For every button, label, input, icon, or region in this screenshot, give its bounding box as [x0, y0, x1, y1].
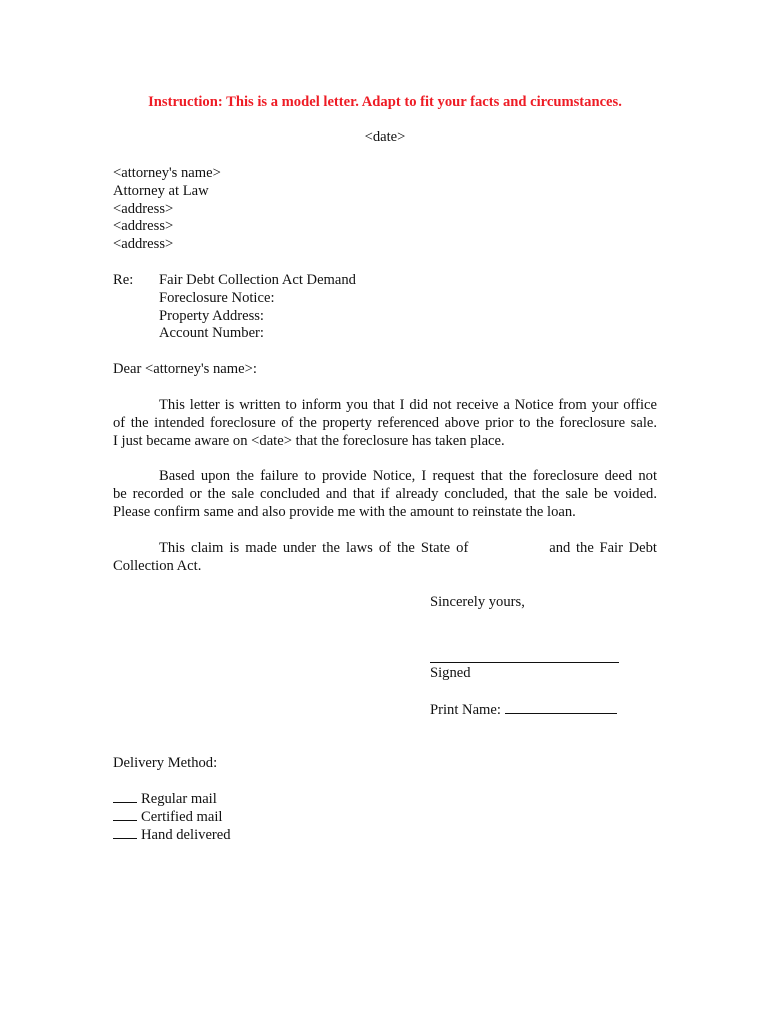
signature-line	[430, 662, 619, 663]
re-label: Re:	[113, 272, 134, 288]
delivery-heading: Delivery Method:	[113, 755, 218, 771]
body-paragraph-3	[113, 540, 657, 576]
recipient-address-line: <address>	[113, 200, 174, 217]
salutation: Dear <attorney's name>:	[113, 361, 257, 377]
delivery-option-label: Regular mail	[141, 791, 217, 807]
re-subject-line: Foreclosure Notice:	[159, 289, 275, 306]
delivery-option-label: Hand delivered	[141, 826, 231, 843]
delivery-option	[113, 826, 231, 844]
checkbox-blank	[113, 790, 137, 803]
recipient-address-line: <address>	[113, 236, 174, 253]
recipient-name: <attorney's name>	[113, 165, 221, 181]
letter-date: <date>	[364, 129, 406, 145]
recipient-title: Attorney at Law	[113, 182, 209, 199]
paragraph-text: This claim is made under the laws of the State of	[159, 540, 469, 556]
print-name-label: Print Name:	[430, 702, 501, 718]
paragraph-text: I just became aware on <date> that the foreclosure has taken place.	[113, 432, 505, 449]
instruction-note: Instruction: This is a model letter. Adapt to fit your facts and circumstances.	[148, 94, 622, 110]
re-subject-line: Fair Debt Collection Act Demand	[159, 272, 356, 288]
re-block	[159, 272, 356, 343]
paragraph-text: be recorded or the sale concluded and that if already concluded, that the sale be voided.	[113, 485, 657, 502]
closing: Sincerely yours,	[430, 594, 525, 610]
paragraph-text: Please confirm same and also provide me with the amount to reinstate the loan.	[113, 503, 576, 520]
recipient-address-line: <address>	[113, 218, 174, 235]
signed-label: Signed	[430, 665, 471, 681]
checkbox-blank	[113, 826, 137, 839]
delivery-option	[113, 808, 231, 826]
re-subject-line: Property Address:	[159, 307, 264, 324]
paragraph-text: Collection Act.	[113, 557, 202, 574]
paragraph-text: Based upon the failure to provide Notice, I request that the foreclosure deed not	[159, 468, 657, 484]
delivery-options	[113, 790, 231, 843]
paragraph-text: of the intended foreclosure of the property referenced above prior to the foreclosure sale.	[113, 414, 657, 431]
re-subject-line: Account Number:	[159, 325, 264, 342]
paragraph-text: and the Fair Debt	[549, 540, 657, 556]
body-paragraph-1	[113, 397, 657, 450]
paragraph-text: This letter is written to inform you that I did not receive a Notice from your office	[159, 397, 657, 413]
print-name-blank	[505, 701, 617, 714]
print-name-row	[430, 701, 617, 720]
delivery-option-label: Certified mail	[141, 808, 223, 825]
checkbox-blank	[113, 808, 137, 821]
body-paragraph-2	[113, 468, 657, 521]
delivery-option	[113, 790, 231, 808]
recipient-block	[113, 165, 221, 254]
